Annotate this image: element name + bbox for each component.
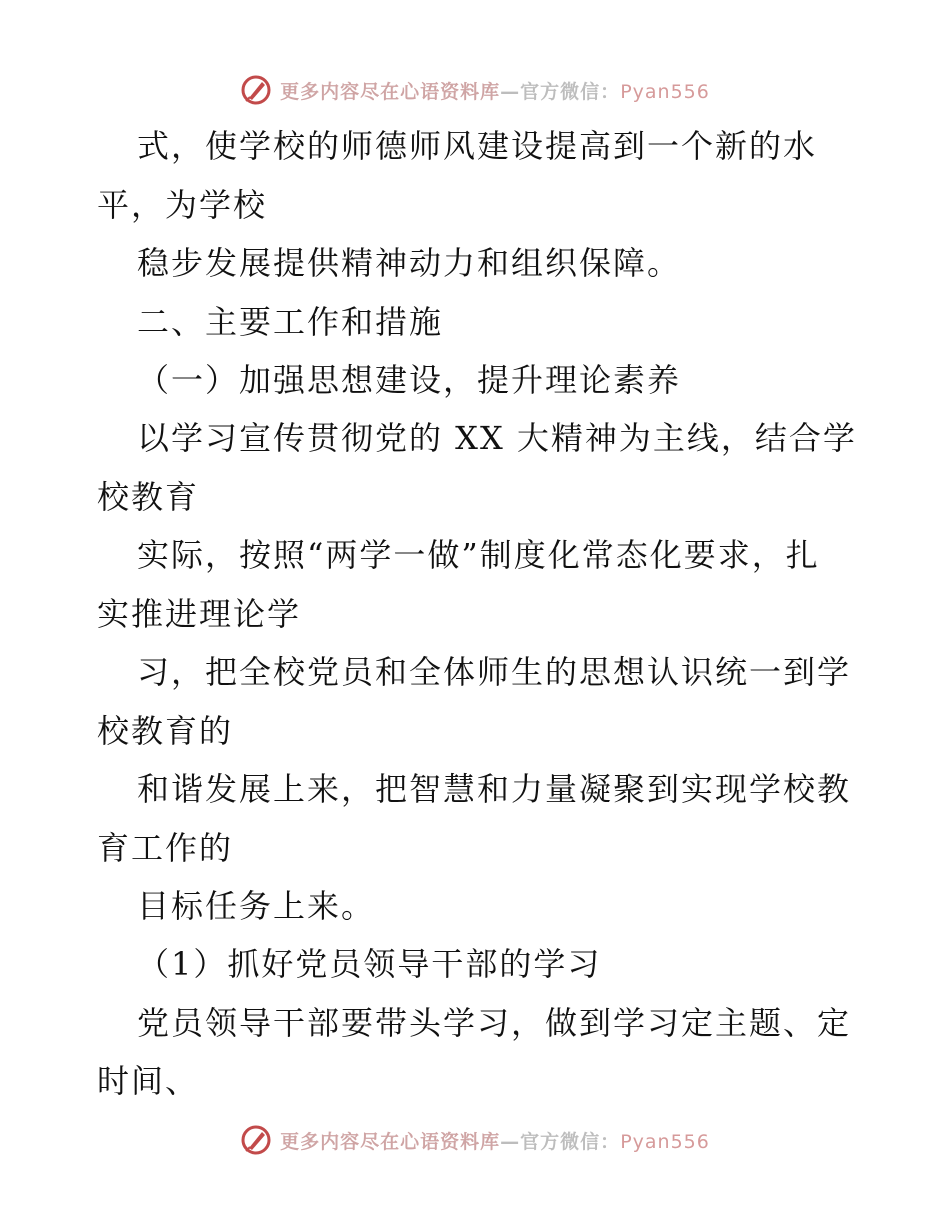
watermark-sub: 官方微信： <box>520 1130 621 1153</box>
body-line: 目标任务上来。 <box>137 887 376 925</box>
body-line: 实际，按照“两学一做”制度化常态化要求，扎 <box>137 536 820 574</box>
body-line: 育工作的 <box>97 829 234 867</box>
subsection-heading: （1）抓好党员领导干部的学习 <box>137 945 602 983</box>
watermark-sub: 官方微信： <box>520 80 621 103</box>
pen-logo-icon <box>240 74 272 106</box>
body-line: 实推进理论学 <box>97 595 302 633</box>
body-line: 和谐发展上来，把智慧和力量凝聚到实现学校教 <box>137 770 852 808</box>
watermark-text <box>280 77 710 104</box>
body-line: 稳步发展提供精神动力和组织保障。 <box>137 244 682 282</box>
section-heading: 二、主要工作和措施 <box>137 303 444 341</box>
watermark-id: Pyan556 <box>620 80 710 103</box>
body-line: 式，使学校的师德师风建设提高到一个新的水 <box>137 127 818 165</box>
watermark-dash: — <box>500 1130 521 1153</box>
subsection-heading: （一）加强思想建设，提升理论素养 <box>137 361 682 399</box>
watermark-id: Pyan556 <box>620 1130 710 1153</box>
watermark-main: 更多内容尽在心语资料库 <box>280 1130 501 1153</box>
body-line: 党员领导干部要带头学习，做到学习定主题、定 <box>137 1004 852 1042</box>
body-line: 时间、 <box>97 1062 200 1100</box>
pen-logo-icon <box>240 1124 272 1156</box>
body-line: 习，把全校党员和全体师生的思想认识统一到学 <box>137 653 852 691</box>
watermark-dash: — <box>500 80 521 103</box>
watermark-header <box>0 70 950 110</box>
watermark-main: 更多内容尽在心语资料库 <box>280 80 501 103</box>
body-line: 以学习宣传贯彻党的 XX 大精神为主线，结合学 <box>137 419 857 457</box>
body-line: 校教育的 <box>97 712 234 750</box>
watermark-text <box>280 1127 710 1154</box>
body-line: 平，为学校 <box>97 186 268 224</box>
watermark-footer <box>0 1120 950 1160</box>
body-line: 校教育 <box>97 478 200 516</box>
